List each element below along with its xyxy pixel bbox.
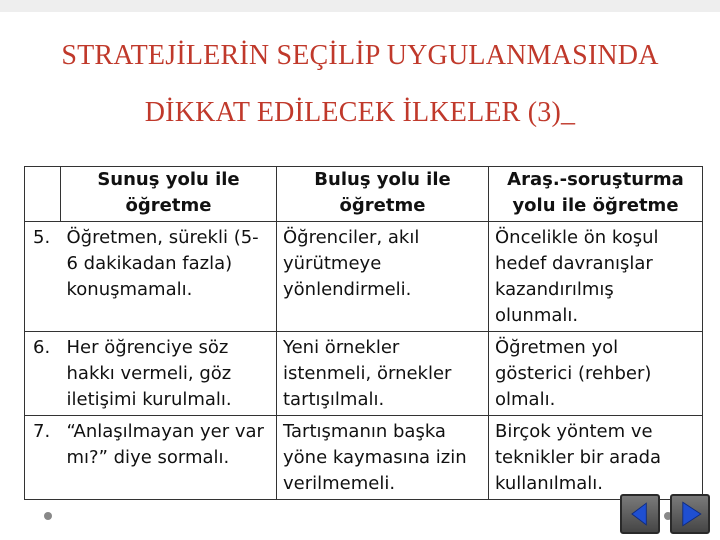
table-cell: “Anlaşılmayan yer var mı?” diye sormalı. (61, 416, 277, 500)
table-cell: Öğrenciler, akıl yürütmeye yönlendirmeli. (277, 222, 489, 332)
row-number: 5. (25, 222, 61, 332)
table-header-row (25, 167, 703, 222)
slide-title-line-1: STRATEJİLERİN SEÇİLİP UYGULANMASINDA (61, 40, 659, 71)
slide-title-line-2: DİKKAT EDİLECEK İLKELER (3)_ (144, 97, 576, 128)
header-sunus: Sunuş yolu ile öğretme (61, 167, 277, 222)
row-number: 7. (25, 416, 61, 500)
table-cell: Her öğrenciye söz hakkı vermeli, göz iletişimi kurulmalı. (61, 332, 277, 416)
table-cell: Öğretmen yol gösterici (rehber) olmalı. (489, 332, 703, 416)
next-slide-button[interactable] (670, 494, 710, 534)
header-arastirma: Araş.-soruşturma yolu ile öğretme (489, 167, 703, 222)
bullet-dot (44, 512, 52, 520)
principles-table (24, 166, 703, 500)
next-slide-icon (672, 496, 708, 532)
row-number: 6. (25, 332, 61, 416)
table-cell: Yeni örnekler istenmeli, örnekler tartışılmalı. (277, 332, 489, 416)
table-cell: Öncelikle ön koşul hedef davranışlar kazandırılmış olunmalı. (489, 222, 703, 332)
table-row (25, 332, 703, 416)
table-cell: Tartışmanın başka yöne kaymasına izin verilmemeli. (277, 416, 489, 500)
prev-slide-icon (622, 496, 658, 532)
table-row (25, 416, 703, 500)
slide-top-band (0, 0, 720, 12)
table-row (25, 222, 703, 332)
prev-slide-button[interactable] (620, 494, 660, 534)
table-cell: Birçok yöntem ve teknikler bir arada kullanılmalı. (489, 416, 703, 500)
table-cell: Öğretmen, sürekli (5-6 dakikadan fazla) konuşmamalı. (61, 222, 277, 332)
header-bulus: Buluş yolu ile öğretme (277, 167, 489, 222)
header-blank-cell (25, 167, 61, 222)
